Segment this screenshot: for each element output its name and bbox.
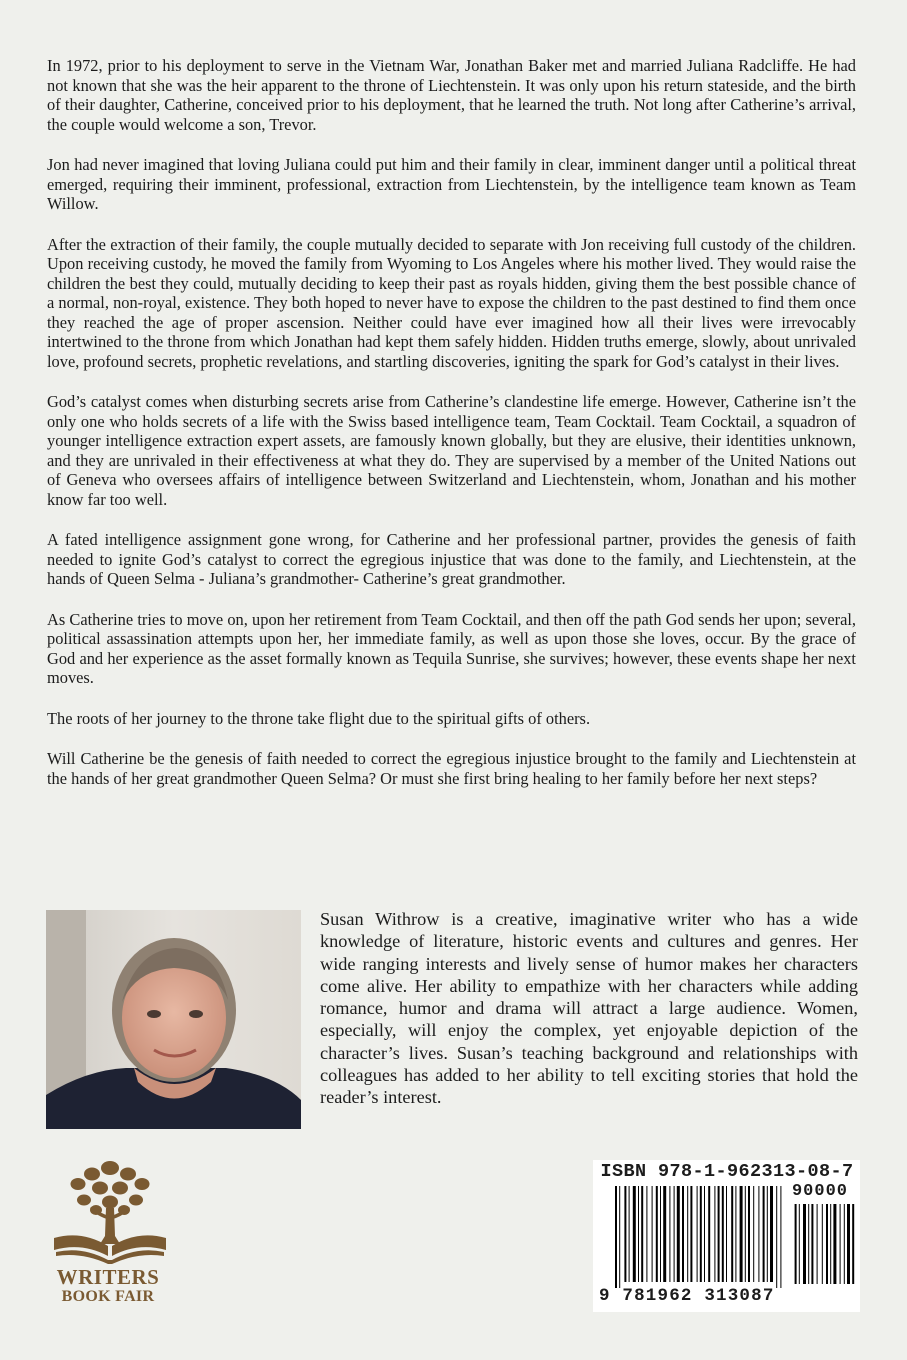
barcode-bar <box>847 1204 850 1284</box>
barcode-bar <box>803 1204 806 1284</box>
barcode-bar <box>826 1204 828 1284</box>
barcode-bar <box>833 1204 836 1284</box>
price-code: 90000 <box>791 1182 848 1201</box>
blurb-paragraph: As Catherine tries to move on, upon her retirement from Team Cocktail, and then off the path God sends her upon; several, political assassination attempts upon her, her immediate family, as well as upon those she loves, occur. By the grace of God and her experience as the asset formally known as Tequila Sunrise, she survives; however, these events shape her next moves. <box>47 609 856 687</box>
barcode-bar <box>674 1186 675 1282</box>
barcode-bar <box>776 1186 777 1288</box>
barcode-bar <box>808 1204 809 1284</box>
barcode-bar <box>748 1186 750 1282</box>
barcode-bar <box>735 1186 736 1282</box>
publisher-name-line1: WRITERS <box>56 1265 160 1289</box>
author-portrait-illustration <box>46 910 301 1129</box>
barcode-bar <box>656 1186 658 1282</box>
barcode-bar <box>726 1186 727 1282</box>
barcode-bar <box>697 1186 698 1282</box>
barcode-bar <box>687 1186 688 1282</box>
publisher-name-line2: BOOK FAIR <box>61 1288 155 1305</box>
barcode-bar <box>770 1186 773 1282</box>
blurb-paragraph: A fated intelligence assignment gone wrong, for Catherine and her professional partner, provides the genesis of faith needed to ignite God’s catalyst to correct the egregious injustice that was done to the family, and Liechtenstein, at the hands of Queen Selma - Juliana’s grandmother- Catherine’s great grandmother. <box>47 530 856 588</box>
barcode-bar <box>795 1204 797 1284</box>
barcode-bar <box>722 1186 724 1282</box>
barcode-bar <box>745 1186 746 1282</box>
barcode-bar <box>682 1186 684 1282</box>
barcode-bar <box>646 1186 647 1282</box>
barcode-bar <box>663 1186 666 1282</box>
barcode-bar <box>718 1186 720 1282</box>
blurb-paragraph: After the extraction of their family, the couple mutually decided to separate with Jon receiving full custody of the children. Upon receiving custody, he moved the family from Wyoming to Los Angeles where his mother lived. They would raise the children the best they could, mutually deciding to keep their past as royals hidden, giving them the best possible chance of a normal, non-royal, existence. They both hoped to never have to expose the children to the past destined to find them once they reached the age of proper ascension. Neither could have ever imagined how all their lives were irrevocably intertwined to the throne from which Jonathan had kept them safely hidden. Hidden truths emerge, slowly, about unrivaled love, profound secrets, prophetic revelations, and startling discoveries, igniting the spark for God’s catalyst in their lives. <box>47 234 856 371</box>
barcode-bar <box>731 1186 733 1282</box>
barcode-bar <box>822 1204 823 1284</box>
isbn-barcode <box>593 1160 860 1312</box>
barcode-bar <box>669 1186 670 1282</box>
barcode-bar <box>780 1186 781 1288</box>
back-cover-blurb <box>47 56 856 809</box>
blurb-paragraph: God’s catalyst comes when disturbing secrets arise from Catherine’s clandestine life emerge. However, Catherine isn’t the only one who holds secrets of a life with the Swiss based intelligence team, Team Cocktail. Team Cocktail, a squadron of younger intelligence extraction expert assets, are famously known globally, but they are elusive, their identities unknown, and they are unrivaled in their effectiveness at what they do. They are supervised by a member of the United Nations out of Geneva who oversees affairs of intelligence between Switzerland and Liechtenstein, whom, Jonathan and his mother know far too well. <box>47 392 856 509</box>
barcode-bar <box>758 1186 759 1282</box>
barcode-bar <box>624 1186 626 1282</box>
barcode-bar <box>799 1204 800 1284</box>
barcode-bar <box>633 1186 636 1282</box>
barcode-bar <box>753 1186 754 1282</box>
barcode-bar <box>708 1186 710 1282</box>
tree-book-icon <box>46 1158 174 1268</box>
ean-digits: 9 781962 313087 <box>599 1286 775 1306</box>
barcode-bar <box>714 1186 715 1282</box>
barcode-bar <box>704 1186 705 1282</box>
barcode-bar <box>615 1186 617 1288</box>
author-photo <box>46 910 301 1129</box>
barcode-bar <box>690 1186 692 1282</box>
author-bio: Susan Withrow is a creative, imaginative writer who has a wide knowledge of literature, historic events and cultures and genres. Her wide ranging interests and lively sense of humor makes her characters come alive. Her ability to empathize with her characters while adding romance, humor and drama will attract a large audience. Women, especially, will enjoy the complex, yet enjoyable depiction of the character’s lives. Susan’s teaching background and relationships with colleagues has added to her ability to tell exciting stories that hold the reader’s interest. <box>320 909 858 1108</box>
barcode-bar <box>830 1204 831 1284</box>
barcode-bar <box>740 1186 743 1282</box>
barcode-bar <box>638 1186 639 1282</box>
barcode-bar <box>641 1186 643 1282</box>
barcode-bar <box>852 1204 854 1284</box>
blurb-paragraph: In 1972, prior to his deployment to serve in the Vietnam War, Jonathan Baker met and married Juliana Radcliffe. He had not known that she was the heir apparent to the throne of Liechtenstein. It was only upon his return stateside, and the birth of their daughter, Catherine, conceived prior to his deployment, that he learned the truth. Not long after Catherine’s arrival, the couple would welcome a son, Trevor. <box>47 56 856 134</box>
publisher-name <box>46 1266 170 1306</box>
blurb-paragraph: Jon had never imagined that loving Juliana could put him and their family in clear, imminent danger until a political threat emerged, requiring their imminent, professional, extraction from Liechtenstein, by the intelligence team known as Team Willow. <box>47 155 856 213</box>
barcode-bar <box>844 1204 845 1284</box>
barcode-bar <box>811 1204 813 1284</box>
barcode-bar <box>619 1186 620 1288</box>
barcode-bar <box>629 1186 630 1282</box>
barcode-bar <box>677 1186 680 1282</box>
barcode-bar <box>763 1186 765 1282</box>
isbn-label: ISBN 978-1-962313-08-7 <box>600 1161 854 1182</box>
barcode-bar <box>767 1186 768 1282</box>
blurb-paragraph: The roots of her journey to the throne take flight due to the spiritual gifts of others. <box>47 708 591 728</box>
barcode-bar <box>700 1186 702 1282</box>
barcode-bar <box>840 1204 841 1284</box>
barcode-bar <box>817 1204 818 1284</box>
barcode-bar <box>652 1186 653 1282</box>
blurb-paragraph: Will Catherine be the genesis of faith needed to correct the egregious injustice brought to the family and Liechtenstein at the hands of her great grandmother Queen Selma? Or must she first bring healing to her family before her next steps? <box>47 749 856 788</box>
barcode-bar <box>660 1186 661 1282</box>
